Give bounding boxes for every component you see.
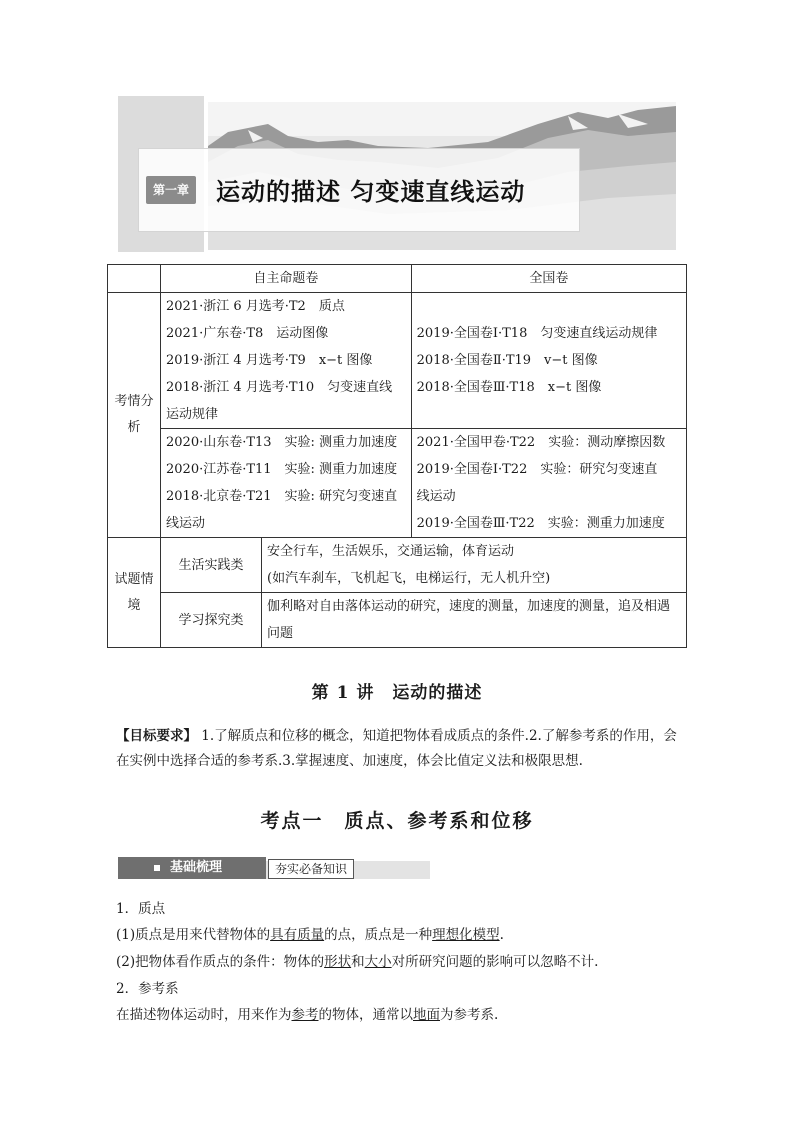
- text-run: 为参考系.: [440, 1007, 499, 1023]
- analysis-self-cell-2: [161, 429, 412, 538]
- underlined-answer: 具有质量: [270, 927, 325, 943]
- text-run: 对所研究问题的影响可以忽略不计.: [391, 954, 599, 970]
- table-line: 运动规律: [166, 407, 219, 422]
- category-life-practice: 生活实践类: [161, 538, 262, 593]
- table-line: (如汽车刹车，飞机起飞，电梯运行，无人机升空): [267, 571, 551, 586]
- goals-tag: 【目标要求】: [116, 728, 197, 744]
- learning-goals: [116, 724, 682, 774]
- table-line: 2020·江苏卷·T11 实验: 测重力加速度: [166, 462, 398, 477]
- table-line: 2019·浙江 4 月选考·T9 x−t 图像: [166, 353, 373, 368]
- text-run: 的物体，通常以: [318, 1007, 413, 1023]
- table-line: 2018·全国卷Ⅲ·T18 x−t 图像: [416, 380, 602, 395]
- underlined-answer: 地面: [413, 1007, 440, 1023]
- text-run: 的点，质点是一种: [324, 927, 433, 943]
- table-line: 安全行车，生活娱乐，交通运输，体育运动: [267, 544, 515, 559]
- chapter-badge: 第一章: [146, 176, 196, 204]
- basic-review-bar: [118, 857, 430, 879]
- table-line: 2018·浙江 4 月选考·T10 匀变速直线: [166, 380, 393, 395]
- chapter-title: 运动的描述 匀变速直线运动: [216, 178, 526, 206]
- col-header-self: 自主命题卷: [161, 265, 412, 293]
- text-run: 在描述物体运动时，用来作为: [116, 1007, 292, 1023]
- paragraph-particle-2: [116, 950, 598, 974]
- table-line: 2019·全国卷Ⅲ·T22 实验：测重力加速度: [416, 516, 665, 531]
- text-run: (1)质点是用来代替物体的: [116, 927, 271, 943]
- row-label-analysis: 考情分析: [108, 293, 161, 538]
- lecture-title: 第 1 讲 运动的描述: [311, 683, 483, 703]
- table-line: 2021·浙江 6 月选考·T2 质点: [166, 299, 345, 314]
- text-run: 和: [351, 954, 365, 970]
- life-practice-content: [262, 538, 687, 593]
- table-line: 2021·全国甲卷·T22 实验：测动摩擦因数: [416, 435, 666, 450]
- table-line: 2018·北京卷·T21 实验: 研究匀变速直: [166, 489, 398, 504]
- paragraph-reference-frame: [116, 1003, 498, 1027]
- bar-label: 基础梳理: [170, 860, 223, 875]
- underlined-answer: 大小: [364, 954, 392, 970]
- paragraph-particle-1: [116, 923, 504, 947]
- analysis-self-cell-1: [161, 293, 412, 429]
- text-run: (2)把物体看作质点的条件：物体的: [116, 954, 325, 970]
- analysis-national-cell-2: [411, 429, 686, 538]
- analysis-national-cell-1: [411, 293, 686, 429]
- table-line: 线运动: [166, 516, 206, 531]
- table-corner-cell: [108, 265, 161, 293]
- table-line: 2021·广东卷·T8 运动图像: [166, 326, 329, 341]
- text-run: .: [499, 927, 504, 943]
- table-line: 2019·全国卷Ⅰ·T22 实验：研究匀变速直: [416, 462, 658, 477]
- goals-text: 1.了解质点和位移的概念，知道把物体看成质点的条件.2.了解参考系的作用，会在实例中选择合适的参考系.3.掌握速度、加速度，体会比值定义法和极限思想.: [116, 728, 677, 769]
- underlined-answer: 形状: [324, 954, 352, 970]
- underlined-answer: 理想化模型: [432, 927, 500, 943]
- chapter-banner: [118, 96, 676, 252]
- table-line: 2019·全国卷Ⅰ·T18 匀变速直线运动规律: [416, 326, 658, 341]
- bar-sublabel: 夯实必备知识: [268, 859, 354, 879]
- row-label-context: 试题情境: [108, 538, 161, 648]
- table-line: 2018·全国卷Ⅱ·T19 v−t 图像: [416, 353, 598, 368]
- heading-particle: 1．质点: [116, 901, 166, 917]
- category-study-explore: 学习探究类: [161, 593, 262, 648]
- table-line: 2020·山东卷·T13 实验: 测重力加速度: [166, 435, 398, 450]
- exam-analysis-table: [107, 264, 687, 648]
- section-title: 考点一 质点、参考系和位移: [260, 810, 534, 832]
- underlined-answer: 参考: [291, 1007, 319, 1023]
- table-line: 线运动: [416, 489, 456, 504]
- square-bullet-icon: [154, 865, 160, 871]
- heading-reference-frame: 2．参考系: [116, 981, 179, 997]
- study-explore-content: 伽利略对自由落体运动的研究，速度的测量，加速度的测量，追及相遇问题: [262, 593, 687, 648]
- col-header-national: 全国卷: [411, 265, 686, 293]
